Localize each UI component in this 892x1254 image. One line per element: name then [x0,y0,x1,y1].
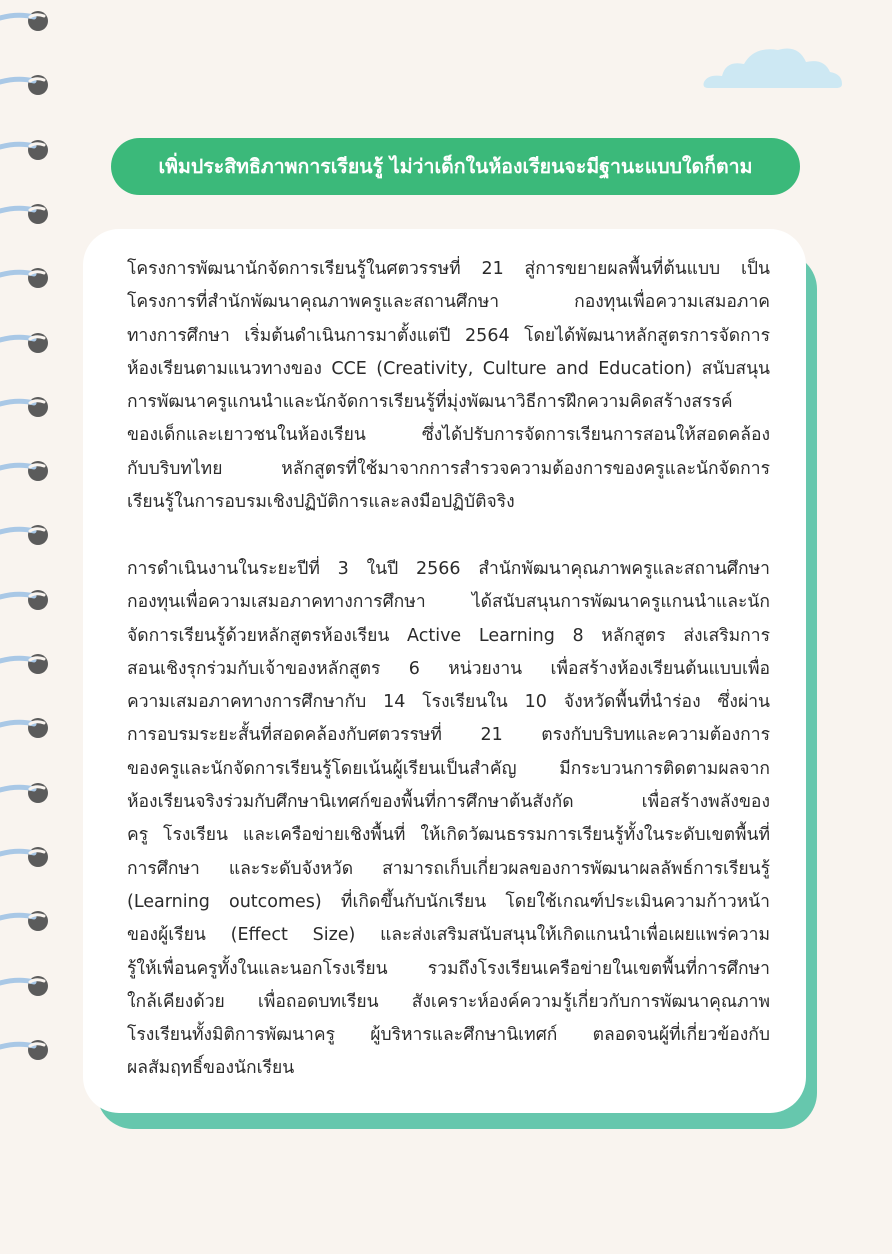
text-line: โครงการที่สำนักพัฒนาคุณภาพครูและสถานศึกษา กองทุนเพื่อความเสมอภาค [127,292,770,313]
paragraph-1 [127,253,770,519]
binding-ring-icon [0,777,56,807]
binding-ring-icon [0,905,56,935]
banner-title: เพิ่มประสิทธิภาพการเรียนรู้ ไม่ว่าเด็กในห้องเรียนจะมีฐานะแบบใดก็ตาม [111,138,800,195]
binding-ring-icon [0,841,56,871]
text-line: เรียนรู้ในการอบรมเชิงปฏิบัติการและลงมือปฏิบัติจริง [127,492,515,513]
binding-ring-icon [0,262,56,292]
text-line: โรงเรียนทั้งมิติการพัฒนาครู ผู้บริหารและศึกษานิเทศก์ ตลอดจนผู้ที่เกี่ยวข้องกับ [127,1025,770,1046]
binding-ring-icon [0,970,56,1000]
binding-ring-icon [0,1034,56,1064]
binding-ring-icon [0,327,56,357]
text-line: กับบริบทไทย หลักสูตรที่ใช้มาจากการสำรวจความต้องการของครูและนักจัดการ [127,458,770,479]
text-line: การศึกษา และระดับจังหวัด สามารถเก็บเกี่ยวผลของการพัฒนาผลลัพธ์การเรียนรู้ [127,858,770,879]
binding-ring-icon [0,391,56,421]
binding-ring-icon [0,134,56,164]
binding-ring-icon [0,455,56,485]
text-line: จัดการเรียนรู้ด้วยหลักสูตรห้องเรียน Active Learning 8 หลักสูตร ส่งเสริมการ [127,625,770,646]
cloud-icon [700,40,845,95]
paragraph-2 [127,553,770,1086]
text-line: ของครูและนักจัดการเรียนรู้โดยเน้นผู้เรียนเป็นสำคัญ มีกระบวนการติดตามผลจาก [127,758,770,779]
binding-ring-icon [0,519,56,549]
text-line: ผลสัมฤทธิ์ของนักเรียน [127,1058,295,1079]
binding-ring-icon [0,712,56,742]
text-line: สอนเชิงรุกร่วมกับเจ้าของหลักสูตร 6 หน่วยงาน เพื่อสร้างห้องเรียนต้นแบบเพื่อ [127,658,770,679]
text-line: ครู โรงเรียน และเครือข่ายเชิงพื้นที่ ให้เกิดวัฒนธรรมการเรียนรู้ทั้งในระดับเขตพื้นที่ [127,825,770,846]
text-line: การดำเนินงานในระยะปีที่ 3 ในปี 2566 สำนักพัฒนาคุณภาพครูและสถานศึกษา [127,559,770,579]
binding-ring-icon [0,69,56,99]
text-line: กองทุนเพื่อความเสมอภาคทางการศึกษา ได้สนับสนุนการพัฒนาครูแกนนำและนัก [127,592,770,613]
text-line: การพัฒนาครูแกนนำและนักจัดการเรียนรู้ที่มุ่งพัฒนาวิธีการฝึกความคิดสร้างสรรค์ [127,392,733,413]
text-line: รู้ให้เพื่อนครูทั้งในและนอกโรงเรียน รวมถึงโรงเรียนเครือข่ายในเขตพื้นที่การศึกษา [127,958,770,979]
text-line: ทางการศึกษา เริ่มต้นดำเนินการมาตั้งแต่ปี 2564 โดยได้พัฒนาหลักสูตรการจัดการ [127,325,770,346]
text-line: ห้องเรียนตามแนวทางของ CCE (Creativity, Culture and Education) สนับสนุน [127,358,770,379]
text-line: การอบรมระยะสั้นที่สอดคล้องกับศตวรรษที่ 21 ตรงกับบริบทและความต้องการ [127,725,770,746]
binding-ring-icon [0,648,56,678]
binding-ring-icon [0,5,56,35]
text-line: ห้องเรียนจริงร่วมกับศึกษานิเทศก์ของพื้นที่การศึกษาต้นสังกัด เพื่อสร้างพลังของ [127,792,770,813]
text-line: โครงการพัฒนานักจัดการเรียนรู้ในศตวรรษที่ 21 สู่การขยายผลพื้นที่ต้นแบบ เป็น [127,259,770,279]
text-line: ของเด็กและเยาวชนในห้องเรียน ซึ่งได้ปรับการจัดการเรียนการสอนให้สอดคล้อง [127,425,770,446]
text-line: ความเสมอภาคทางการศึกษากับ 14 โรงเรียนใน 10 จังหวัดพื้นที่นำร่อง ซึ่งผ่าน [127,692,770,713]
text-line: ใกล้เคียงด้วย เพื่อถอดบทเรียน สังเคราะห์องค์ความรู้เกี่ยวกับการพัฒนาคุณภาพ [127,991,770,1012]
binding-ring-icon [0,584,56,614]
spiral-binding [0,0,60,1254]
text-line: ของผู้เรียน (Effect Size) และส่งเสริมสนับสนุนให้เกิดแกนนำเพื่อเผยแพร่ความ [127,925,770,946]
binding-ring-icon [0,198,56,228]
text-line: (Learning outcomes) ที่เกิดขึ้นกับนักเรียน โดยใช้เกณฑ์ประเมินความก้าวหน้า [127,891,770,912]
